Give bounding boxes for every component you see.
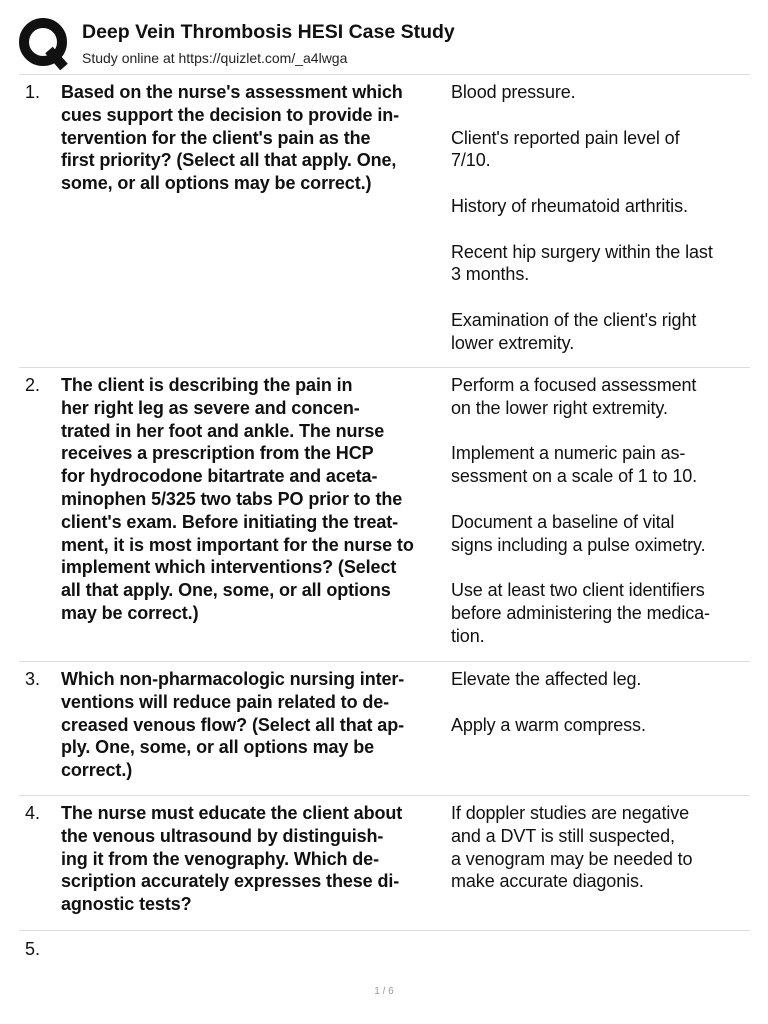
- answer-item: Client's reported pain level of 7/10.: [451, 127, 680, 171]
- question-card-4: [0, 802, 768, 922]
- question-number: 2.: [25, 375, 41, 395]
- question-number: 1.: [25, 82, 41, 102]
- divider: [19, 74, 750, 75]
- divider: [19, 795, 750, 796]
- question-card-5: [0, 938, 768, 968]
- answer-item: History of rheumatoid arthritis.: [451, 195, 688, 216]
- divider: [19, 930, 750, 931]
- answer-item: Recent hip surgery within the last 3 months.: [451, 241, 713, 285]
- answer-item: Use at least two client identifiers before administering the medica- tion.: [451, 580, 710, 646]
- answer-item: Blood pressure.: [451, 82, 576, 102]
- answer-item: Apply a warm compress.: [451, 714, 646, 735]
- answer-list: [451, 802, 751, 893]
- question-text: Which non-pharmacologic nursing inter- ventions will reduce pain related to de- creased venous flow? (Select all that ap- ply. One, some, or all options may be correct.): [61, 669, 405, 781]
- answer-list: [451, 81, 751, 355]
- answer-item: Perform a focused assessment on the lower right extremity.: [451, 375, 697, 418]
- answer-item: Document a baseline of vital signs including a pulse oximetry.: [451, 511, 706, 555]
- question-card-2: [0, 374, 768, 654]
- document-title: Deep Vein Thrombosis HESI Case Study: [82, 21, 455, 43]
- question-number: 4.: [25, 803, 41, 823]
- question-card-1: [0, 81, 768, 361]
- answer-item: Implement a numeric pain as- sessment on a scale of 1 to 10.: [451, 443, 698, 487]
- question-card-3: [0, 668, 768, 788]
- answer-item: Elevate the affected leg.: [451, 669, 642, 689]
- question-text: Based on the nurse's assessment which cues support the decision to provide in- tervention for the client's pain as the first priority? (Select all that apply. One, some, or all options may be correct.): [61, 82, 403, 194]
- question-text: The nurse must educate the client about the venous ultrasound by distinguish- ing it from the venography. Which de- scription accurately expresses these di- agnostic tests?: [61, 803, 403, 915]
- question-number: 5.: [25, 939, 41, 959]
- question-number: 3.: [25, 669, 41, 689]
- answer-list: [451, 668, 751, 736]
- divider: [19, 367, 750, 368]
- divider: [19, 661, 750, 662]
- study-online-link[interactable]: Study online at https://quizlet.com/_a4lwga: [82, 50, 348, 66]
- header: [0, 0, 768, 74]
- page-indicator: 1 / 6: [374, 986, 394, 997]
- quizlet-logo-icon: [19, 18, 71, 70]
- question-text: The client is describing the pain in her right leg as severe and concen- trated in her foot and ankle. The nurse receives a prescription from the HCP for hydrocodone bitartrate and aceta- minophen 5/325 two tabs PO prior to the client's exam. Before initiating the treat- ment, it is most important for the nurse to implement which interventions? (Select all that apply. One, some, or all options may be correct.): [61, 375, 414, 623]
- answer-list: [451, 374, 751, 648]
- answer-item: If doppler studies are negative and a DVT is still suspected, a venogram may be needed to make accurate diagonis.: [451, 803, 693, 892]
- answer-item: Examination of the client's right lower extremity.: [451, 309, 697, 353]
